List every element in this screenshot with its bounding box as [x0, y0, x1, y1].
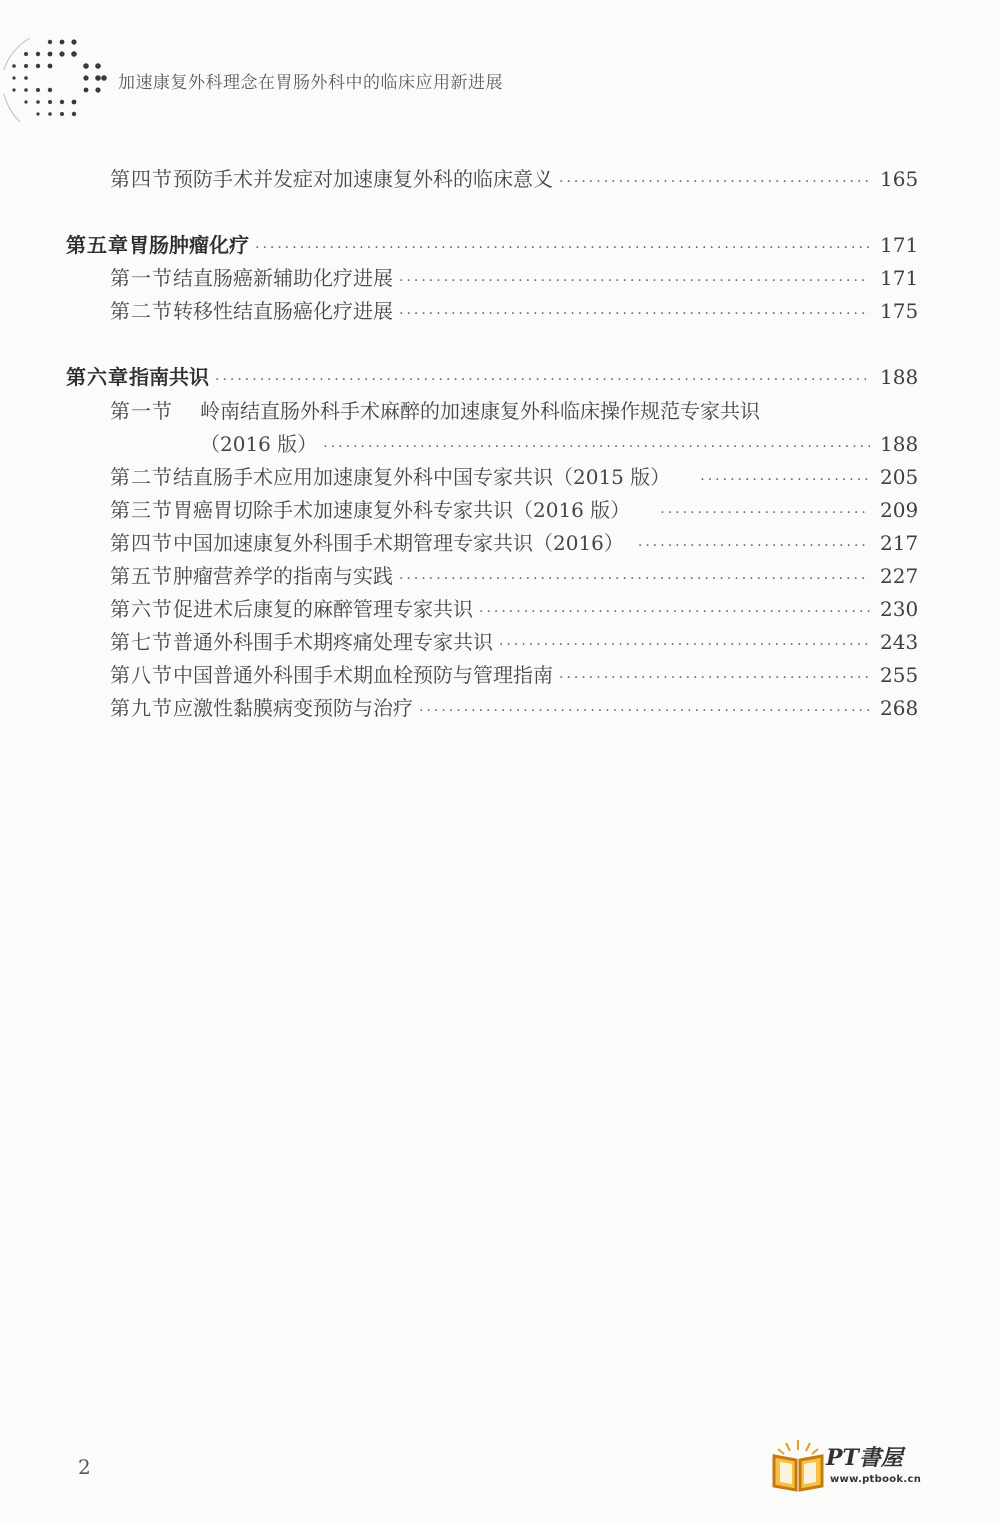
toc-entry-title: 转移性结直肠癌化疗进展 — [173, 299, 393, 323]
toc-entry-label: 第八节 — [110, 663, 173, 687]
toc-entry[interactable] — [110, 660, 919, 690]
toc-entry-title: 胃癌胃切除手术加速康复外科专家共识（2016 版） — [173, 498, 631, 522]
dot-leader — [255, 233, 870, 263]
toc-chapter-page: 171 — [880, 233, 919, 257]
toc-entry-continuation[interactable] — [200, 429, 919, 459]
toc-entry[interactable] — [110, 627, 919, 657]
toc-entry-label: 第一节 — [110, 399, 173, 423]
dot-leader — [700, 465, 870, 495]
toc-entry-title-cont: （2016 版） — [200, 432, 318, 456]
dot-leader — [323, 432, 870, 462]
dot-leader — [660, 498, 870, 528]
toc-chapter-label: 第五章 — [66, 233, 129, 257]
toc-entry-label: 第七节 — [110, 630, 173, 654]
decorative-dot-pattern — [0, 30, 115, 130]
toc-entry-label: 第五节 — [110, 564, 173, 588]
page-number: 2 — [78, 1455, 91, 1479]
toc-entry-page: 165 — [880, 167, 919, 191]
toc-chapter-5[interactable] — [66, 230, 919, 260]
dot-leader — [479, 597, 870, 627]
toc-entry-label: 第二节 — [110, 299, 173, 323]
toc-entry[interactable] — [110, 594, 919, 624]
toc-entry-title: 结直肠癌新辅助化疗进展 — [173, 266, 393, 290]
toc-entry-label: 第二节 — [110, 465, 173, 489]
toc-chapter-page: 188 — [880, 365, 919, 389]
toc-entry-title: 中国普通外科围手术期血栓预防与管理指南 — [173, 663, 553, 687]
toc-entry[interactable] — [110, 495, 919, 525]
toc-chapter-title: 指南共识 — [129, 365, 209, 389]
toc-entry-page: 255 — [880, 663, 919, 687]
toc-entry[interactable] — [110, 528, 919, 558]
dot-leader — [399, 299, 870, 329]
dot-leader — [419, 696, 870, 726]
toc-chapter-title: 胃肠肿瘤化疗 — [129, 233, 249, 257]
dot-leader — [559, 663, 870, 693]
dot-leader — [399, 564, 870, 594]
toc-entry-label: 第六节 — [110, 597, 173, 621]
dot-leader — [638, 531, 870, 561]
toc-entry-page: 175 — [880, 299, 919, 323]
toc-entry-page: 217 — [880, 531, 919, 555]
toc-entry[interactable] — [110, 164, 919, 194]
toc-entry-page: 171 — [880, 266, 919, 290]
toc-chapter-label: 第六章 — [66, 365, 129, 389]
toc-entry-page: 205 — [880, 465, 919, 489]
toc-entry-title: 肿瘤营养学的指南与实践 — [173, 564, 393, 588]
running-header-title: 加速康复外科理念在胃肠外科中的临床应用新进展 — [118, 73, 503, 93]
toc-entry-label: 第四节 — [110, 531, 173, 555]
toc-entry[interactable] — [110, 693, 919, 723]
toc-entry-page: 243 — [880, 630, 919, 654]
dot-leader — [215, 365, 870, 395]
toc-entry-label: 第一节 — [110, 266, 173, 290]
toc-entry-page: 230 — [880, 597, 919, 621]
toc-entry-title: 中国加速康复外科围手术期管理专家共识（2016） — [173, 531, 624, 555]
toc-entry-first-line[interactable] — [110, 396, 760, 426]
toc-entry-page: 227 — [880, 564, 919, 588]
toc-entry[interactable] — [110, 296, 919, 326]
dot-leader — [399, 266, 870, 296]
toc-entry-title: 促进术后康复的麻醉管理专家共识 — [173, 597, 473, 621]
toc-entry[interactable] — [110, 462, 919, 492]
toc-entry-title: 岭南结直肠外科手术麻醉的加速康复外科临床操作规范专家共识 — [200, 399, 760, 423]
toc-chapter-6[interactable] — [66, 362, 919, 392]
book-logo-icon — [768, 1438, 828, 1494]
toc-entry-label: 第三节 — [110, 498, 173, 522]
toc-entry-page: 209 — [880, 498, 919, 522]
toc-entry-page: 188 — [880, 432, 919, 456]
toc-entry-label: 第九节 — [110, 696, 173, 720]
dot-leader — [499, 630, 870, 660]
toc-entry-title: 普通外科围手术期疼痛处理专家共识 — [173, 630, 493, 654]
toc-entry[interactable] — [110, 263, 919, 293]
dot-leader — [559, 167, 870, 197]
logo-url: www.ptbook.cn — [830, 1474, 922, 1485]
logo-text: PT書屋 — [826, 1445, 903, 1471]
toc-entry-page: 268 — [880, 696, 919, 720]
toc-entry[interactable] — [110, 561, 919, 591]
toc-entry-title: 预防手术并发症对加速康复外科的临床意义 — [173, 167, 553, 191]
toc-entry-label: 第四节 — [110, 167, 173, 191]
toc-entry-title: 结直肠手术应用加速康复外科中国专家共识（2015 版） — [173, 465, 671, 489]
toc-entry-title: 应激性黏膜病变预防与治疗 — [173, 696, 413, 720]
